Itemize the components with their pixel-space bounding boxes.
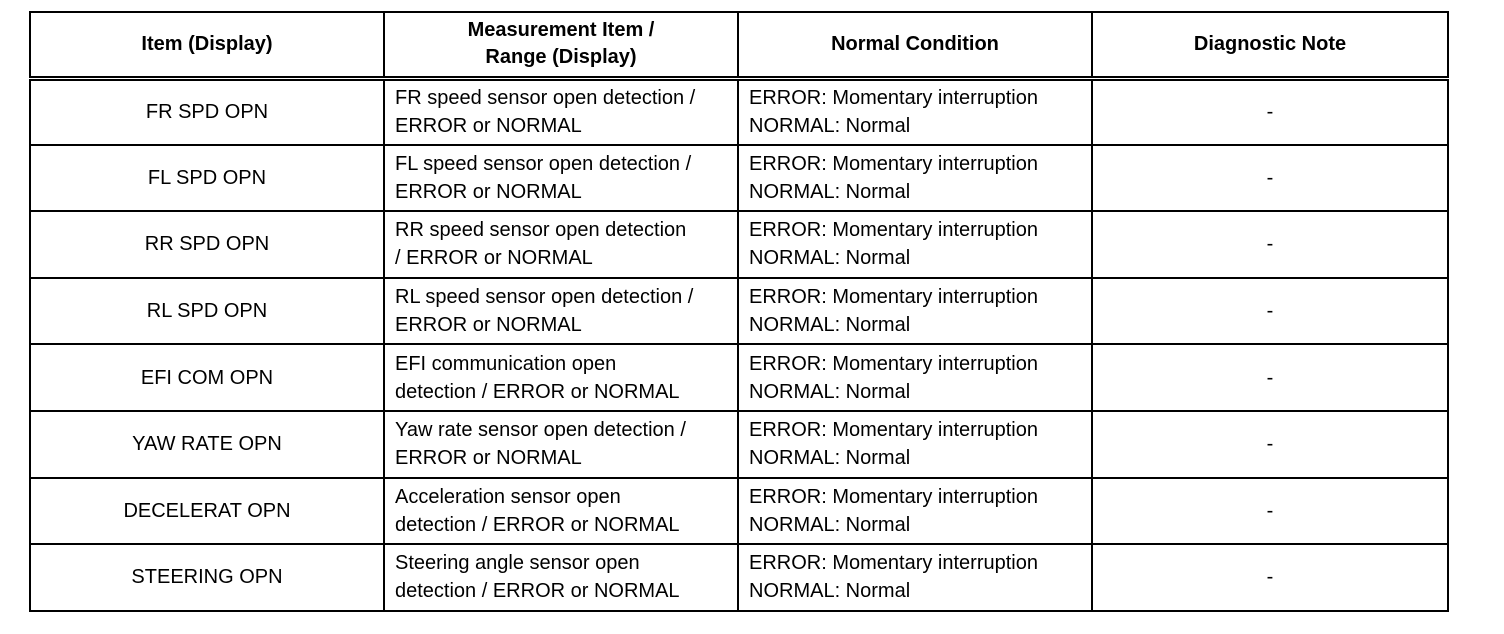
cell-normal-condition (738, 278, 1092, 345)
cell-measurement-item (384, 78, 738, 145)
cell-measurement-item (384, 145, 738, 212)
cell-normal-condition (738, 344, 1092, 411)
table-row (30, 211, 1448, 278)
measurement-line-2: ERROR or NORMAL (395, 180, 582, 203)
cell-item-display: RL SPD OPN (30, 278, 384, 345)
cell-item-display: STEERING OPN (30, 544, 384, 611)
table-row (30, 278, 1448, 345)
normal-line-2: NORMAL: Normal (749, 580, 911, 603)
measurement-line-1: EFI communication open (395, 352, 617, 375)
measurement-line-2: / ERROR or NORMAL (395, 247, 593, 270)
measurement-line-2: ERROR or NORMAL (395, 115, 582, 138)
measurement-line-1: FL speed sensor open detection / (395, 152, 692, 175)
table-header (30, 12, 1448, 78)
cell-diagnostic-note: - (1092, 78, 1448, 145)
normal-line-1: ERROR: Momentary interruption (749, 219, 1038, 242)
cell-item-display: RR SPD OPN (30, 211, 384, 278)
normal-line-2: NORMAL: Normal (749, 513, 911, 536)
table-row (30, 544, 1448, 611)
cell-diagnostic-note: - (1092, 411, 1448, 478)
normal-line-1: ERROR: Momentary interruption (749, 286, 1038, 309)
cell-measurement-item (384, 544, 738, 611)
measurement-line-2: detection / ERROR or NORMAL (395, 513, 680, 536)
cell-measurement-item (384, 411, 738, 478)
header-item-display: Item (Display) (30, 12, 384, 78)
normal-line-2: NORMAL: Normal (749, 380, 911, 403)
cell-item-display: YAW RATE OPN (30, 411, 384, 478)
table-row (30, 78, 1448, 145)
cell-normal-condition (738, 544, 1092, 611)
header-measurement-line2: Range (Display) (485, 46, 637, 69)
normal-line-1: ERROR: Momentary interruption (749, 419, 1038, 442)
cell-item-display: FR SPD OPN (30, 78, 384, 145)
cell-normal-condition (738, 145, 1092, 212)
table-row (30, 145, 1448, 212)
cell-item-display: DECELERAT OPN (30, 478, 384, 545)
measurement-line-1: Yaw rate sensor open detection / (395, 419, 686, 442)
normal-line-2: NORMAL: Normal (749, 247, 911, 270)
measurement-line-1: Acceleration sensor open (395, 485, 621, 508)
cell-measurement-item (384, 344, 738, 411)
cell-diagnostic-note: - (1092, 278, 1448, 345)
normal-line-1: ERROR: Momentary interruption (749, 552, 1038, 575)
header-measurement-item (384, 12, 738, 78)
normal-line-1: ERROR: Momentary interruption (749, 352, 1038, 375)
cell-measurement-item (384, 478, 738, 545)
cell-diagnostic-note: - (1092, 544, 1448, 611)
measurement-line-1: RL speed sensor open detection / (395, 286, 694, 309)
measurement-line-1: RR speed sensor open detection (395, 219, 687, 242)
measurement-line-2: detection / ERROR or NORMAL (395, 580, 680, 603)
cell-normal-condition (738, 411, 1092, 478)
measurement-line-2: ERROR or NORMAL (395, 314, 582, 337)
cell-normal-condition (738, 78, 1092, 145)
normal-line-1: ERROR: Momentary interruption (749, 152, 1038, 175)
table-body (30, 78, 1448, 611)
measurement-line-1: FR speed sensor open detection / (395, 87, 696, 110)
normal-line-2: NORMAL: Normal (749, 447, 911, 470)
cell-item-display: EFI COM OPN (30, 344, 384, 411)
header-normal-condition: Normal Condition (738, 12, 1092, 78)
normal-line-1: ERROR: Momentary interruption (749, 87, 1038, 110)
cell-diagnostic-note: - (1092, 478, 1448, 545)
table-row (30, 411, 1448, 478)
normal-line-2: NORMAL: Normal (749, 314, 911, 337)
cell-diagnostic-note: - (1092, 145, 1448, 212)
header-diagnostic-note: Diagnostic Note (1092, 12, 1448, 78)
measurement-line-2: ERROR or NORMAL (395, 447, 582, 470)
cell-measurement-item (384, 211, 738, 278)
cell-normal-condition (738, 211, 1092, 278)
table-row (30, 344, 1448, 411)
normal-line-2: NORMAL: Normal (749, 180, 911, 203)
header-row (30, 12, 1448, 78)
measurement-line-1: Steering angle sensor open (395, 552, 640, 575)
normal-line-1: ERROR: Momentary interruption (749, 485, 1038, 508)
cell-diagnostic-note: - (1092, 211, 1448, 278)
cell-item-display: FL SPD OPN (30, 145, 384, 212)
header-measurement-line1: Measurement Item / (467, 19, 655, 42)
table-row (30, 478, 1448, 545)
cell-diagnostic-note: - (1092, 344, 1448, 411)
measurement-line-2: detection / ERROR or NORMAL (395, 380, 680, 403)
normal-line-2: NORMAL: Normal (749, 115, 911, 138)
cell-normal-condition (738, 478, 1092, 545)
diagnostic-data-table (29, 11, 1449, 612)
cell-measurement-item (384, 278, 738, 345)
